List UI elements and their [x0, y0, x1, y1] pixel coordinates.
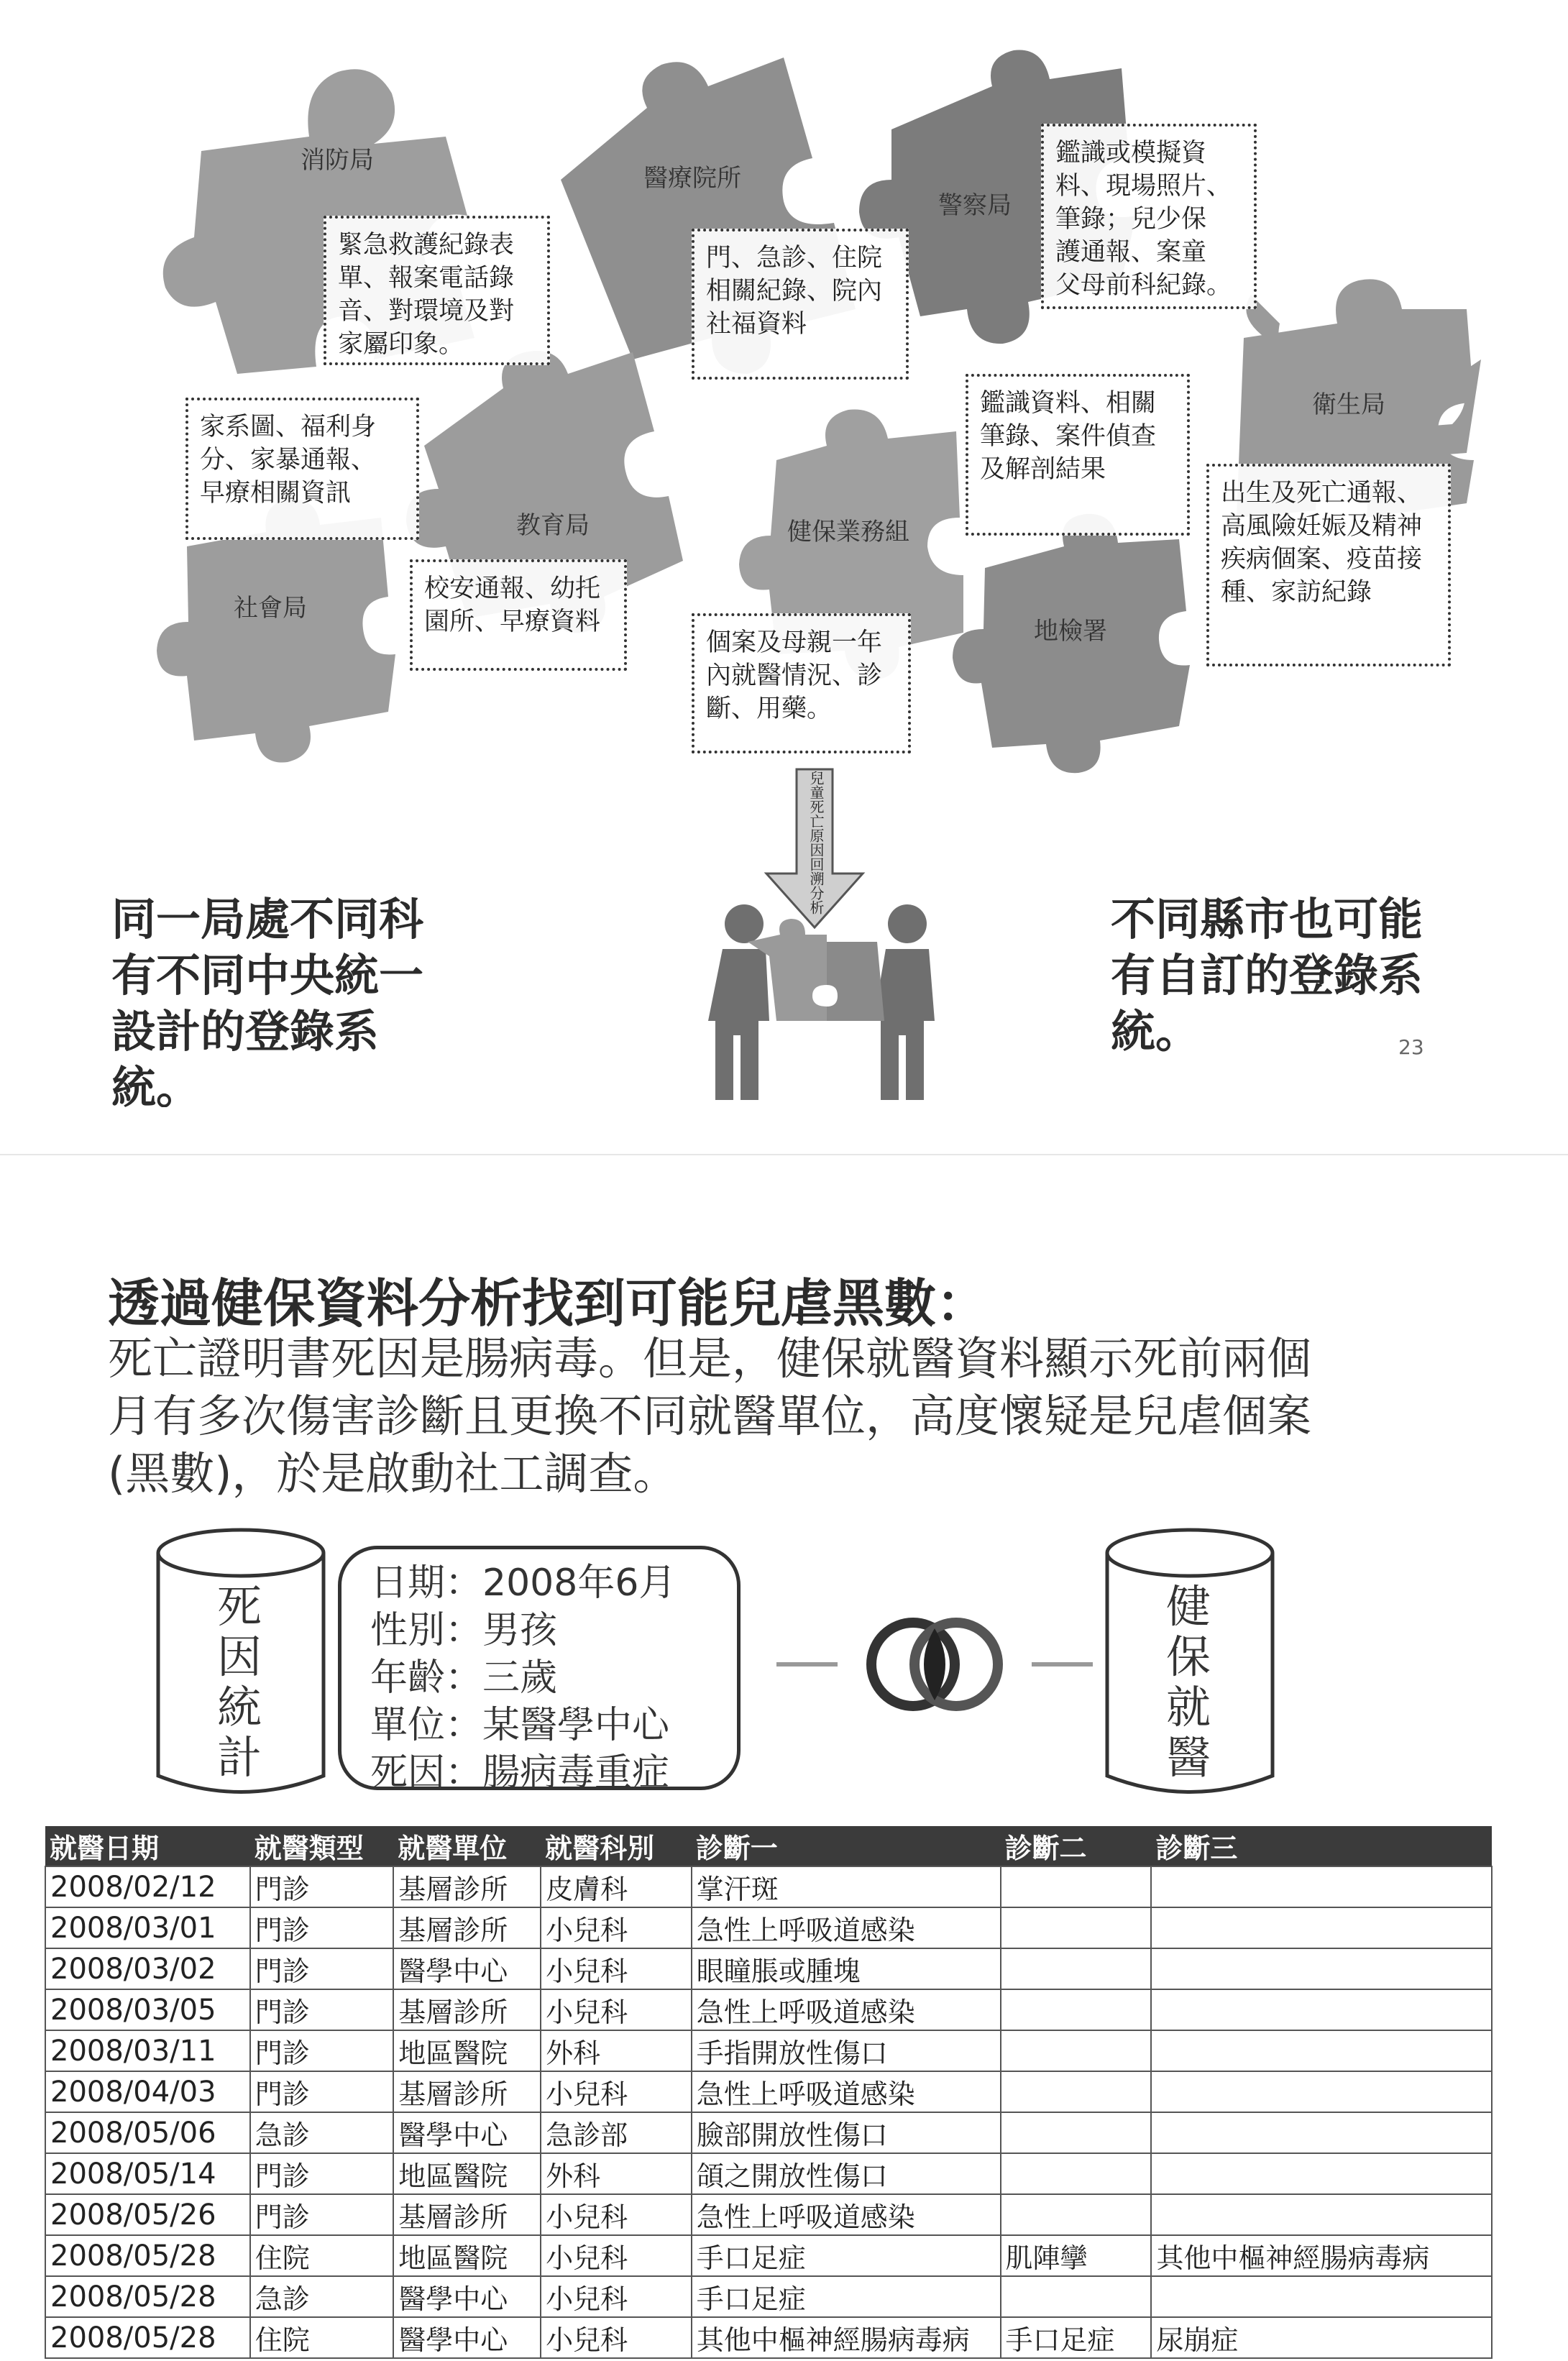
table-cell: 皮膚科	[541, 1866, 692, 1907]
box-line: 內就醫情況、診	[706, 661, 883, 690]
box-line: 及解剖結果	[980, 455, 1106, 484]
table-cell: 急性上呼吸道感染	[692, 2071, 1001, 2112]
table-cell: 門診	[250, 2030, 393, 2071]
col-header: 就醫科別	[541, 1826, 692, 1866]
health-box	[1206, 464, 1451, 666]
table-cell	[1151, 1948, 1492, 1989]
cyl-char: 醫	[1165, 1731, 1211, 1784]
table-cell	[1151, 2194, 1492, 2235]
cyl-char: 保	[1165, 1631, 1211, 1683]
col-header: 就醫類型	[250, 1826, 393, 1866]
box-line: 斷、用藥。	[706, 694, 833, 723]
col-header: 診斷三	[1151, 1826, 1492, 1866]
box-line: 校安通報、幼托	[424, 574, 601, 603]
info-line: 性別：男孩	[370, 1609, 558, 1652]
caption-line: 設計的登錄系	[111, 1005, 380, 1058]
box-line: 筆錄、案件偵查	[980, 422, 1157, 451]
info-line: 年齡：三歲	[370, 1656, 558, 1700]
col-header: 就醫單位	[393, 1826, 541, 1866]
table-cell: 小兒科	[541, 2276, 692, 2317]
table-cell	[1001, 1948, 1152, 1989]
table-cell	[1151, 2276, 1492, 2317]
box-line: 父母前科紀錄。	[1055, 271, 1232, 300]
caption-line: 有自訂的登錄系	[1111, 949, 1423, 1001]
table-cell: 住院	[250, 2235, 393, 2276]
table-cell: 肌陣攣	[1001, 2235, 1152, 2276]
table-cell: 頜之開放性傷口	[692, 2153, 1001, 2194]
education-label: 教育局	[516, 511, 590, 540]
table-cell: 2008/05/28	[45, 2317, 250, 2358]
table-cell	[1151, 2112, 1492, 2153]
table-cell	[1151, 2030, 1492, 2071]
arrow-label: 兒童死亡原因回溯分析	[807, 771, 825, 914]
fire-dept-box	[324, 216, 550, 365]
table-cell: 急性上呼吸道感染	[692, 2194, 1001, 2235]
slide-title: 透過健保資料分析找到可能兒虐黑數：	[108, 1273, 989, 1334]
table-cell: 臉部開放性傷口	[692, 2112, 1001, 2153]
health-label: 衛生局	[1312, 390, 1385, 419]
box-line: 早療相關資訊	[200, 479, 352, 508]
box-line: 家屬印象。	[338, 330, 464, 359]
hospital-label: 醫療院所	[643, 164, 741, 193]
cyl-char: 計	[216, 1731, 262, 1784]
left-caption	[111, 891, 485, 1107]
table-cell: 2008/05/26	[45, 2194, 250, 2235]
table-cell: 基層診所	[393, 1866, 541, 1907]
social-label: 社會局	[234, 594, 307, 623]
slide-divider	[0, 1154, 1568, 1155]
police-box	[1041, 124, 1257, 309]
table-cell: 住院	[250, 2317, 393, 2358]
hospital-box	[692, 229, 909, 380]
table-body	[45, 1866, 1492, 2358]
table-row	[45, 2071, 1492, 2112]
table-cell	[1151, 2071, 1492, 2112]
insurance-records-label	[1163, 1582, 1214, 1783]
table-row	[45, 1907, 1492, 1948]
table-cell	[1001, 2030, 1152, 2071]
table-cell: 門診	[250, 1948, 393, 1989]
table-cell: 門診	[250, 1866, 393, 1907]
table-cell	[1001, 1989, 1152, 2030]
table-header-row	[45, 1826, 1492, 1866]
table-cell: 2008/04/03	[45, 2071, 250, 2112]
box-line: 高風險妊娠及精神	[1221, 512, 1423, 541]
table-cell: 醫學中心	[393, 2276, 541, 2317]
table-cell: 2008/03/01	[45, 1907, 250, 1948]
cyl-char: 就	[1165, 1681, 1211, 1733]
table-cell: 小兒科	[541, 2317, 692, 2358]
box-line: 相關紀錄、院內	[706, 277, 883, 306]
col-header: 診斷二	[1001, 1826, 1152, 1866]
people-puzzle-icon	[708, 904, 935, 1100]
table-row	[45, 1989, 1492, 2030]
cyl-char: 死	[216, 1580, 262, 1633]
box-line: 鑑識資料、相關	[980, 389, 1157, 418]
table-cell: 急性上呼吸道感染	[692, 1907, 1001, 1948]
table-row	[45, 2194, 1492, 2235]
table-cell: 門診	[250, 1989, 393, 2030]
table-cell: 急診	[250, 2276, 393, 2317]
cyl-char: 健	[1165, 1580, 1211, 1633]
box-line: 護通報、案童	[1055, 238, 1207, 267]
table-cell: 2008/02/12	[45, 1866, 250, 1907]
table-cell: 基層診所	[393, 1989, 541, 2030]
table-cell: 醫學中心	[393, 2112, 541, 2153]
box-line: 緊急救護紀錄表	[338, 231, 515, 260]
table-cell: 掌汗斑	[692, 1866, 1001, 1907]
box-line: 單、報案電話錄	[338, 264, 515, 293]
table-row	[45, 1948, 1492, 1989]
table-cell: 手口足症	[1001, 2317, 1152, 2358]
table-cell: 門診	[250, 2153, 393, 2194]
table-cell: 手口足症	[692, 2235, 1001, 2276]
paragraph-line: (黑數)，於是啟動社工調查。	[108, 1447, 678, 1500]
table-cell: 基層診所	[393, 2071, 541, 2112]
page-number: 23	[1398, 1035, 1424, 1059]
table-row	[45, 2030, 1492, 2071]
table-cell: 醫學中心	[393, 1948, 541, 1989]
table-row	[45, 2276, 1492, 2317]
table-cell: 急診部	[541, 2112, 692, 2153]
table-cell: 手口足症	[692, 2276, 1001, 2317]
table-cell: 2008/03/02	[45, 1948, 250, 1989]
table-cell: 地區醫院	[393, 2235, 541, 2276]
prosecutor-label: 地檢署	[1034, 617, 1107, 646]
col-header: 就醫日期	[45, 1826, 250, 1866]
table-cell: 小兒科	[541, 1907, 692, 1948]
paragraph-line: 死亡證明書死因是腸病毒。但是，健保就醫資料顯示死前兩個	[108, 1332, 1312, 1385]
caption-line: 有不同中央統一	[111, 949, 424, 1001]
info-line: 日期：2008年6月	[370, 1562, 677, 1605]
table-cell: 門診	[250, 1907, 393, 1948]
link-rings-icon	[776, 1610, 1093, 1718]
table-cell: 2008/05/06	[45, 2112, 250, 2153]
box-line: 出生及死亡通報、	[1221, 479, 1423, 508]
table-cell: 急性上呼吸道感染	[692, 1989, 1001, 2030]
info-line: 單位：某醫學中心	[370, 1704, 670, 1747]
caption-line: 不同縣市也可能	[1111, 893, 1423, 945]
table-cell: 地區醫院	[393, 2030, 541, 2071]
info-line: 死因：腸病毒重症	[370, 1751, 670, 1794]
box-line: 音、對環境及對	[338, 297, 515, 326]
table-cell: 其他中樞神經腸病毒病	[1151, 2235, 1492, 2276]
table-cell	[1001, 2071, 1152, 2112]
table-cell: 地區醫院	[393, 2153, 541, 2194]
table-cell: 2008/05/14	[45, 2153, 250, 2194]
table-cell: 基層診所	[393, 1907, 541, 1948]
box-line: 疾病個案、疫苗接	[1221, 545, 1423, 574]
medical-visits-table	[45, 1826, 1493, 2359]
box-line: 園所、早療資料	[424, 608, 601, 636]
table-row	[45, 2153, 1492, 2194]
table-cell	[1001, 2194, 1152, 2235]
table-cell: 眼瞳脹或腫塊	[692, 1948, 1001, 1989]
insurance-box	[692, 613, 911, 753]
table-cell: 急診	[250, 2112, 393, 2153]
table-cell	[1151, 1866, 1492, 1907]
police-label: 警察局	[938, 191, 1012, 220]
cyl-char: 因	[216, 1631, 262, 1683]
table-cell: 基層診所	[393, 2194, 541, 2235]
box-line: 社福資料	[706, 310, 807, 339]
table-cell: 2008/05/28	[45, 2235, 250, 2276]
box-line: 筆錄；兒少保	[1055, 205, 1207, 234]
box-line: 門、急診、住院	[706, 244, 883, 272]
case-info-box	[338, 1546, 741, 1794]
table-cell	[1151, 2153, 1492, 2194]
table-cell: 2008/03/11	[45, 2030, 250, 2071]
table-row	[45, 2112, 1492, 2153]
table-cell: 尿崩症	[1151, 2317, 1492, 2358]
insurance-label: 健保業務組	[787, 518, 909, 546]
table-cell: 其他中樞神經腸病毒病	[692, 2317, 1001, 2358]
table-cell	[1001, 1866, 1152, 1907]
table-cell: 2008/05/28	[45, 2276, 250, 2317]
table-cell	[1151, 1989, 1492, 2030]
table-cell: 外科	[541, 2153, 692, 2194]
col-header: 診斷一	[692, 1826, 1001, 1866]
table-cell: 外科	[541, 2030, 692, 2071]
box-line: 料、現場照片、	[1055, 172, 1232, 201]
education-box	[410, 559, 627, 671]
caption-line: 統。	[1111, 1005, 1201, 1058]
table-cell: 小兒科	[541, 2071, 692, 2112]
table-cell: 小兒科	[541, 1989, 692, 2030]
box-line: 鑑識或模擬資	[1055, 139, 1207, 168]
social-box	[185, 398, 419, 540]
caption-line: 同一局處不同科	[111, 893, 424, 945]
table-cell: 小兒科	[541, 2235, 692, 2276]
table-cell: 門診	[250, 2194, 393, 2235]
table-row	[45, 1866, 1492, 1907]
table-cell	[1001, 2276, 1152, 2317]
box-line: 個案及母親一年	[706, 628, 883, 657]
table-cell	[1001, 1907, 1152, 1948]
table-cell	[1001, 2112, 1152, 2153]
right-caption	[1111, 891, 1485, 1060]
box-line: 分、家暴通報、	[200, 446, 377, 475]
box-line: 種、家訪紀錄	[1221, 578, 1372, 607]
table-cell	[1001, 2153, 1152, 2194]
table-row	[45, 2317, 1492, 2358]
table-row	[45, 2235, 1492, 2276]
table-cell	[1151, 1907, 1492, 1948]
table-cell: 小兒科	[541, 2194, 692, 2235]
table-cell: 小兒科	[541, 1948, 692, 1989]
table-cell: 門診	[250, 2071, 393, 2112]
table-cell: 醫學中心	[393, 2317, 541, 2358]
table-cell: 2008/03/05	[45, 1989, 250, 2030]
cyl-char: 統	[216, 1681, 262, 1733]
prosecutor-box	[966, 374, 1190, 536]
slide-paragraph	[108, 1330, 1459, 1503]
death-stats-label	[214, 1582, 265, 1783]
caption-line: 統。	[111, 1061, 201, 1107]
paragraph-line: 月有多次傷害診斷且更換不同就醫單位，高度懷疑是兒虐個案	[108, 1390, 1312, 1442]
table-cell: 手指開放性傷口	[692, 2030, 1001, 2071]
fire-dept-label: 消防局	[301, 146, 374, 175]
box-line: 家系圖、福利身	[200, 413, 377, 441]
